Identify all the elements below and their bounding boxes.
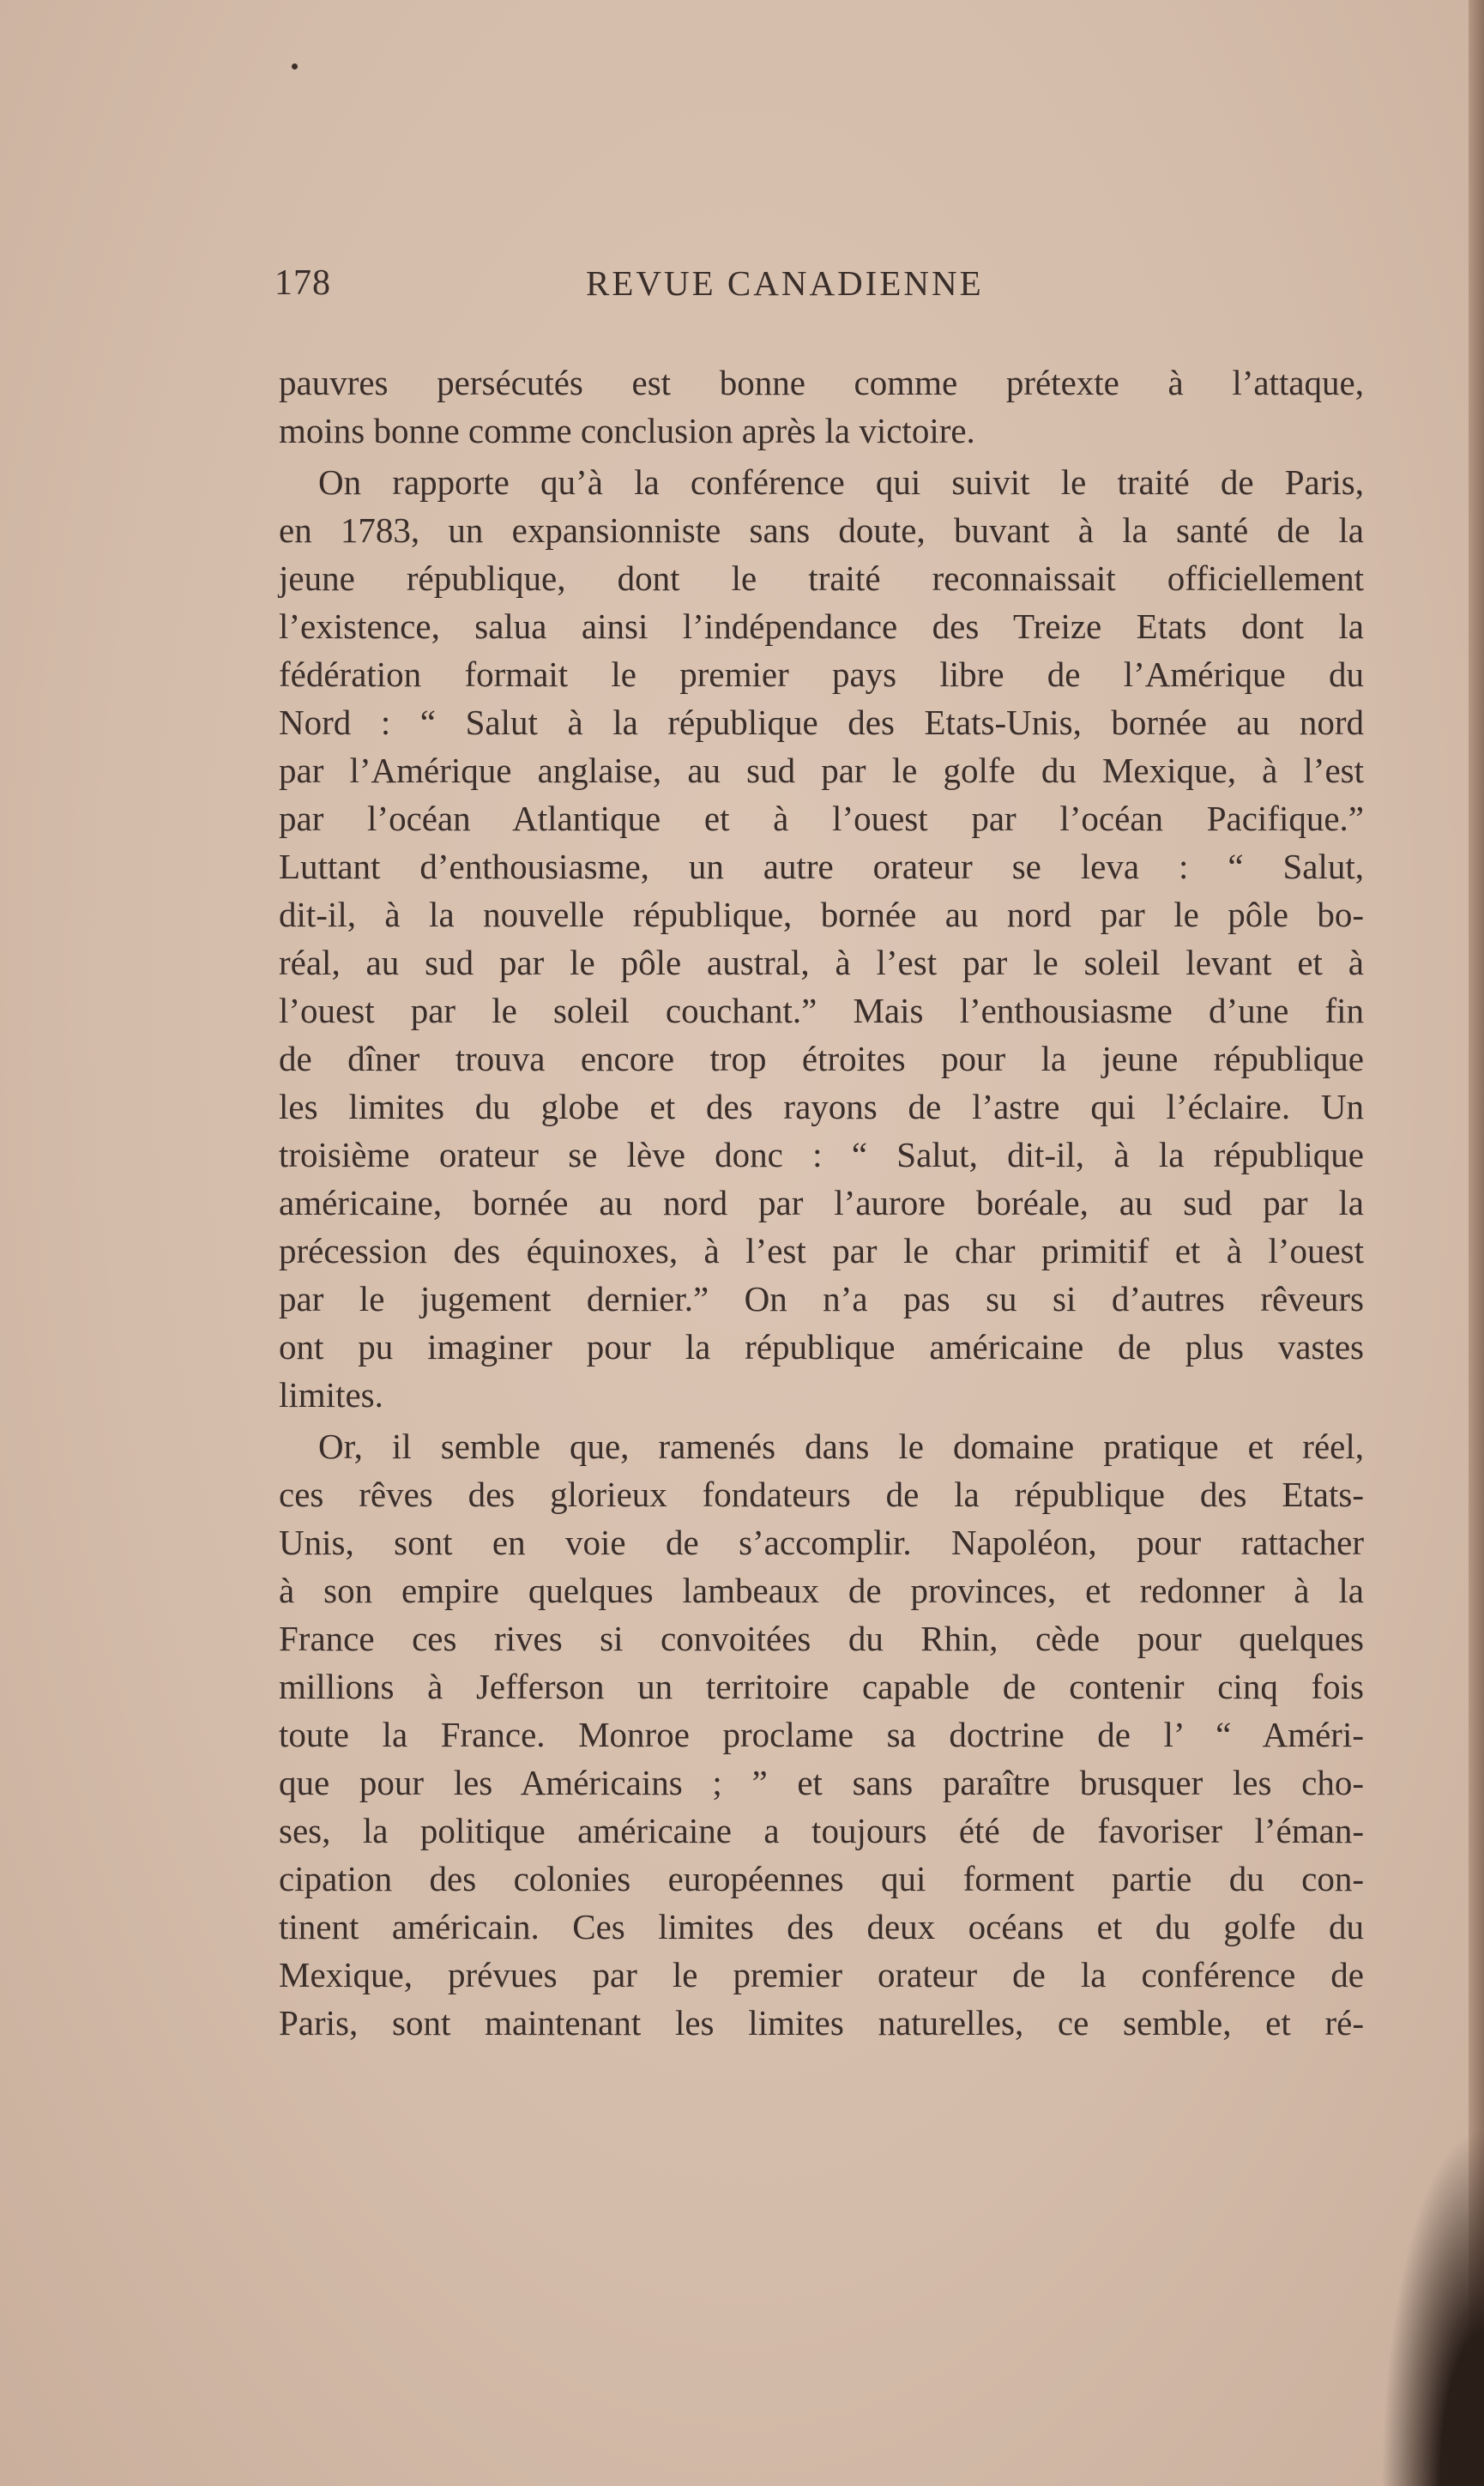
text-line: réal, au sud par le pôle austral, à l’est par le soleil levant et à [279, 943, 1364, 982]
page-corner-shadow [1381, 2126, 1484, 2486]
text-line: précession des équinoxes, à l’est par le char primitif et à l’ouest [279, 1231, 1364, 1270]
text-line: de dîner trouva encore trop étroites pour la jeune république [279, 1039, 1364, 1078]
text-line: par l’Amérique anglaise, au sud par le golfe du Mexique, à l’est [279, 751, 1364, 790]
text-line: Paris, sont maintenant les limites naturelles, ce semble, et ré- [279, 2003, 1364, 2043]
body-text [279, 359, 1364, 2047]
text-line: pauvres persécutés est bonne comme prétexte à l’attaque, [279, 363, 1364, 402]
paragraph [279, 1422, 1364, 2047]
text-line: à son empire quelques lambeaux de provinces, et redonner à la [279, 1571, 1364, 1610]
page-edge [1469, 0, 1484, 2486]
paragraph [279, 458, 1364, 1419]
text-line: tinent américain. Ces limites des deux océans et du golfe du [279, 1907, 1364, 1946]
text-line: millions à Jefferson un territoire capable de contenir cinq fois [279, 1667, 1364, 1706]
text-line: moins bonne comme conclusion après la victoire. [279, 411, 975, 450]
page-header [274, 262, 1064, 314]
text-line: Unis, sont en voie de s’accomplir. Napoléon, pour rattacher [279, 1523, 1364, 1562]
text-line: en 1783, un expansionniste sans doute, buvant à la santé de la [279, 510, 1364, 550]
text-line: que pour les Américains ; ” et sans paraître brusquer les cho- [279, 1763, 1364, 1802]
text-line: dit-il, à la nouvelle république, bornée au nord par le pôle bo- [279, 895, 1364, 934]
text-line: par le jugement dernier.” On n’a pas su si d’autres rêveurs [279, 1279, 1364, 1318]
paragraph [279, 359, 1364, 455]
text-line: l’ouest par le soleil couchant.” Mais l’enthousiasme d’une fin [279, 991, 1364, 1030]
text-line: cipation des colonies européennes qui forment partie du con- [279, 1859, 1364, 1898]
ink-speck [292, 63, 298, 69]
text-line: l’existence, salua ainsi l’indépendance des Treize Etats dont la [279, 606, 1364, 646]
text-line: On rapporte qu’à la conférence qui suivit le traité de Paris, [318, 462, 1364, 502]
text-line: les limites du globe et des rayons de l’astre qui l’éclaire. Un [279, 1087, 1364, 1126]
text-line: ont pu imaginer pour la république américaine de plus vastes [279, 1327, 1364, 1367]
text-line: Luttant d’enthousiasme, un autre orateur se leva : “ Salut, [279, 847, 1364, 886]
text-line: ces rêves des glorieux fondateurs de la république des Etats- [279, 1475, 1364, 1514]
text-line: limites. [279, 1375, 383, 1415]
text-line: Or, il semble que, ramenés dans le domaine pratique et réel, [318, 1427, 1364, 1466]
text-line: toute la France. Monroe proclame sa doctrine de l’ “ Améri- [279, 1715, 1364, 1754]
running-title: REVUE CANADIENNE [586, 263, 984, 303]
text-line: Mexique, prévues par le premier orateur de la conférence de [279, 1955, 1364, 1994]
text-line: France ces rives si convoitées du Rhin, cède pour quelques [279, 1619, 1364, 1658]
text-line: par l’océan Atlantique et à l’ouest par l’océan Pacifique.” [279, 799, 1364, 838]
text-line: Nord : “ Salut à la république des Etats-Unis, bornée au nord [279, 703, 1364, 742]
text-line: troisième orateur se lève donc : “ Salut, dit-il, à la république [279, 1135, 1364, 1174]
text-line: américaine, bornée au nord par l’aurore boréale, au sud par la [279, 1183, 1364, 1222]
page-number: 178 [274, 263, 331, 303]
text-line: ses, la politique américaine a toujours été de favoriser l’éman- [279, 1811, 1364, 1850]
text-line: fédération formait le premier pays libre de l’Amérique du [279, 655, 1364, 694]
text-line: jeune république, dont le traité reconnaissait officiellement [279, 558, 1364, 598]
